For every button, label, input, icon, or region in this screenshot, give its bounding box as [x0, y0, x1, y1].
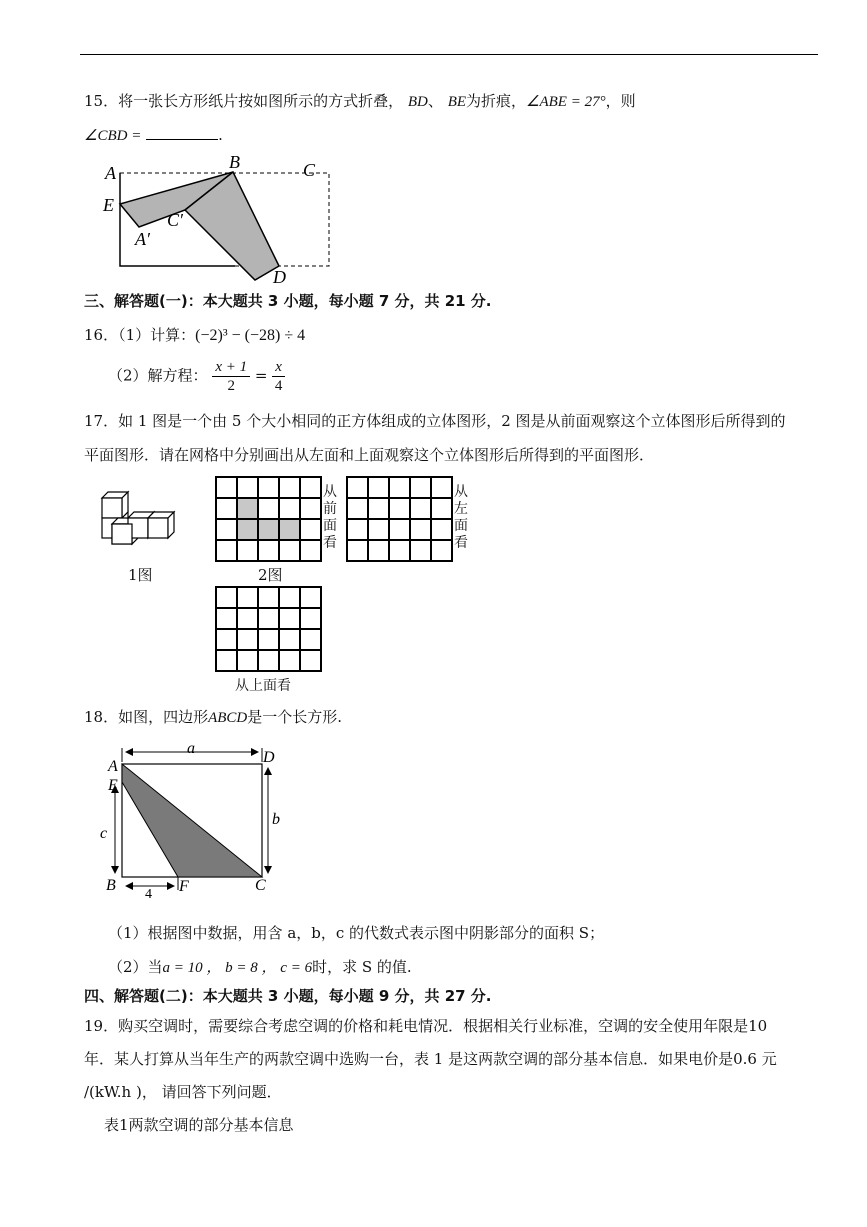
- q18-rectangle-figure: [100, 740, 300, 898]
- grid-cell: [217, 499, 236, 518]
- label-c: C: [255, 877, 266, 894]
- q15-text: 将一张长方形纸片按如图所示的方式折叠，: [118, 92, 404, 110]
- grid-cell: [259, 478, 278, 497]
- section-3-title: 三、解答题(一)：本大题共 3 小题，每小题 7 分，共 21 分.: [84, 292, 492, 310]
- grid-cell: [301, 478, 320, 497]
- answer-blank[interactable]: [146, 125, 218, 140]
- label-a: A: [105, 163, 116, 183]
- q16-part2-label: （2）解方程：: [108, 366, 208, 385]
- fraction-denominator: 4: [274, 378, 283, 394]
- front-view-grid: [215, 476, 322, 562]
- label-d: D: [273, 267, 286, 287]
- q19-line2: 年．某人打算从当年生产的两款空调中选购一台，表 1 是这两款空调的部分基本信息．如果电价是0.6 元: [84, 1050, 777, 1068]
- fig1-caption: 1图: [128, 566, 153, 584]
- fraction-right: [272, 358, 285, 395]
- label-length-c: c: [100, 825, 108, 842]
- q18-part1: （1）根据图中数据，用含 a，b，c 的代数式表示图中阴影部分的面积 S；: [108, 924, 605, 942]
- q16-part1-label: 16．（1）计算：: [84, 326, 196, 344]
- shaded-triangle-region: [122, 764, 262, 877]
- q18-part2: [108, 956, 412, 977]
- fraction-denominator: 2: [227, 378, 235, 394]
- q15-text: ，则: [605, 92, 636, 110]
- grid-cell: [280, 499, 299, 518]
- q18-text: 18．如图，四边形: [84, 708, 209, 726]
- grid-cell: [301, 541, 320, 560]
- fraction-numerator: x: [272, 358, 285, 377]
- q15-line1: [84, 90, 636, 111]
- fig2-caption: 2图: [258, 566, 283, 584]
- cube-stack-figure: [98, 488, 178, 548]
- grid-cell: [301, 520, 320, 539]
- q16-part2: [108, 358, 285, 395]
- equals-sign: =: [254, 366, 268, 385]
- grid-cell: [217, 541, 236, 560]
- grid-cell: [301, 499, 320, 518]
- front-view-label: 从前面看: [323, 484, 337, 551]
- label-b: B: [106, 877, 116, 894]
- header-rule: [80, 54, 818, 55]
- grid-cell: [280, 478, 299, 497]
- q18-text: 时，求 S 的值.: [312, 958, 412, 976]
- segment-bd: BD: [407, 94, 428, 110]
- label-length-b: b: [272, 811, 280, 828]
- q19-line3: /(kW.h )， 请回答下列问题．: [84, 1083, 282, 1101]
- left-view-label: 从左面看: [454, 484, 468, 551]
- q18-text: 是一个长方形.: [247, 708, 343, 726]
- q18-values: a = 10 ， b = 8 ， c = 6: [162, 960, 313, 976]
- grid-cell: [238, 478, 257, 497]
- label-b: B: [229, 152, 240, 172]
- label-e: E: [108, 777, 118, 794]
- grid-cell: [280, 541, 299, 560]
- fraction-numerator: x + 1: [212, 358, 250, 377]
- grid-cell: [259, 541, 278, 560]
- top-view-grid[interactable]: [215, 586, 322, 672]
- top-view-label: 从上面看: [235, 678, 291, 694]
- fraction-left: [212, 358, 250, 395]
- q15-folding-figure: [95, 150, 335, 290]
- q17-line1: 17．如 1 图是一个由 5 个大小相同的正方体组成的立体图形，2 图是从前面观察这个立体图形后所得到的: [84, 412, 786, 430]
- rectangle-name: ABCD: [208, 710, 248, 726]
- q16-part1: [84, 324, 305, 345]
- q15-text: 为折痕，: [466, 92, 527, 110]
- label-a-prime: A′: [135, 229, 150, 249]
- label-d: D: [263, 749, 275, 766]
- q18-intro: [84, 706, 342, 727]
- question-number: 15．: [84, 92, 119, 110]
- grid-cell-shaded: [238, 520, 257, 539]
- q15-line2: [84, 125, 223, 145]
- label-a: A: [108, 758, 118, 775]
- table-caption: 表1两款空调的部分基本信息: [104, 1116, 294, 1134]
- grid-cell: [259, 499, 278, 518]
- segment-be: BE: [447, 94, 467, 110]
- grid-cell-shaded: [259, 520, 278, 539]
- q16-expression: (−2)³ − (−28) ÷ 4: [195, 327, 306, 344]
- grid-cell: [217, 520, 236, 539]
- left-view-grid[interactable]: [346, 476, 453, 562]
- q17-line2: 平面图形．请在网格中分别画出从左面和上面观察这个立体图形后所得到的平面图形．: [84, 446, 655, 464]
- q19-line1: 19．购买空调时，需要综合考虑空调的价格和耗电情况．根据相关行业标准，空调的安全使用年限是10: [84, 1017, 768, 1035]
- angle-abe: ∠ABE = 27°: [526, 94, 606, 110]
- period: .: [218, 126, 223, 144]
- label-c: C: [303, 160, 316, 180]
- grid-cell-shaded: [280, 520, 299, 539]
- label-c-prime: C′: [167, 210, 183, 230]
- grid-cell-shaded: [238, 499, 257, 518]
- section-4-title: 四、解答题(二)：本大题共 3 小题，每小题 9 分，共 27 分.: [84, 987, 492, 1005]
- label-length-4: 4: [145, 887, 152, 898]
- grid-cell: [217, 478, 236, 497]
- label-length-a: a: [187, 740, 195, 757]
- label-e: E: [103, 195, 114, 215]
- angle-cbd: ∠CBD =: [84, 128, 142, 144]
- q18-text: （2）当: [108, 958, 163, 976]
- separator: 、: [427, 92, 443, 110]
- grid-cell: [238, 541, 257, 560]
- label-f: F: [179, 878, 189, 895]
